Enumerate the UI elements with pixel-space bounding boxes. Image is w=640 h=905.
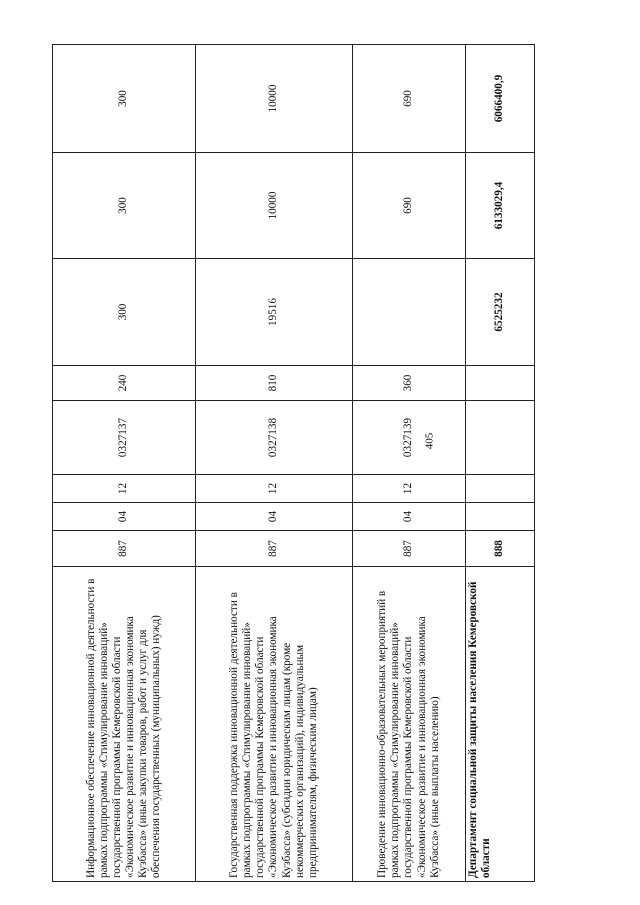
table-row	[53, 45, 196, 882]
ministry-code: 887	[353, 531, 466, 567]
amount-3: 10000	[196, 45, 353, 153]
table-row	[353, 45, 466, 882]
amount-3: 6066400,9	[466, 45, 535, 153]
target-code	[466, 401, 535, 475]
amount-1: 300	[53, 259, 196, 366]
amount-2: 300	[53, 153, 196, 259]
ministry-code: 887	[53, 531, 196, 567]
target-code: 0327138	[196, 401, 353, 475]
subsection-code	[466, 475, 535, 503]
expense-type-code	[466, 366, 535, 401]
budget-table	[52, 44, 535, 882]
row-description: Проведение инновационно-образовательных мероприятий в рамках подпрограммы «Стимулирование инноваций» государственной программы Кемеровской области «Экономическое развитие и инновационная экономика Кузбасса» (иные выплаты населению)	[353, 567, 466, 882]
section-code	[466, 503, 535, 531]
amount-3: 690	[353, 45, 466, 153]
table-row	[196, 45, 353, 882]
row-description: Государственная поддержка инновационной деятельности в рамках подпрограммы «Стимулирование инноваций» государственной программы Кемеровской области «Экономическое развитие и инновационная экономика Кузбасса» (субсидии юридическим лицам (кроме некоммерческих организаций), индивидуальным предпринимателям, физическим лицам)	[196, 567, 353, 882]
row-description: Департамент социальной защиты населения Кемеровской области	[466, 567, 535, 882]
ministry-code: 887	[196, 531, 353, 567]
amount-2: 6133029,4	[466, 153, 535, 259]
section-code: 04	[353, 503, 466, 531]
expense-type-code: 360	[353, 366, 466, 401]
rotated-table-wrapper	[52, 45, 534, 882]
subsection-code: 12	[53, 475, 196, 503]
subsection-code: 12	[353, 475, 466, 503]
ministry-code: 888	[466, 531, 535, 567]
subsection-code: 12	[196, 475, 353, 503]
amount-3: 300	[53, 45, 196, 153]
amount-1: 6525232	[466, 259, 535, 366]
section-code: 04	[196, 503, 353, 531]
amount-2: 690	[353, 153, 466, 259]
target-code: 0327137	[53, 401, 196, 475]
page-number: 405	[423, 432, 436, 450]
amount-1	[353, 259, 466, 366]
target-code: 0327139	[353, 401, 466, 475]
expense-type-code: 810	[196, 366, 353, 401]
amount-2: 10000	[196, 153, 353, 259]
row-description: Информационное обеспечение инновационной деятельности в рамках подпрограммы «Стимулирование инноваций» государственной программы Кемеровской области «Экономическое развитие и инновационная экономика Кузбасса» (иные закупки товаров, работ и услуг для обеспечения государственных (муниципальных) нужд)	[53, 567, 196, 882]
amount-1: 19516	[196, 259, 353, 366]
table-row	[466, 45, 535, 882]
section-code: 04	[53, 503, 196, 531]
expense-type-code: 240	[53, 366, 196, 401]
